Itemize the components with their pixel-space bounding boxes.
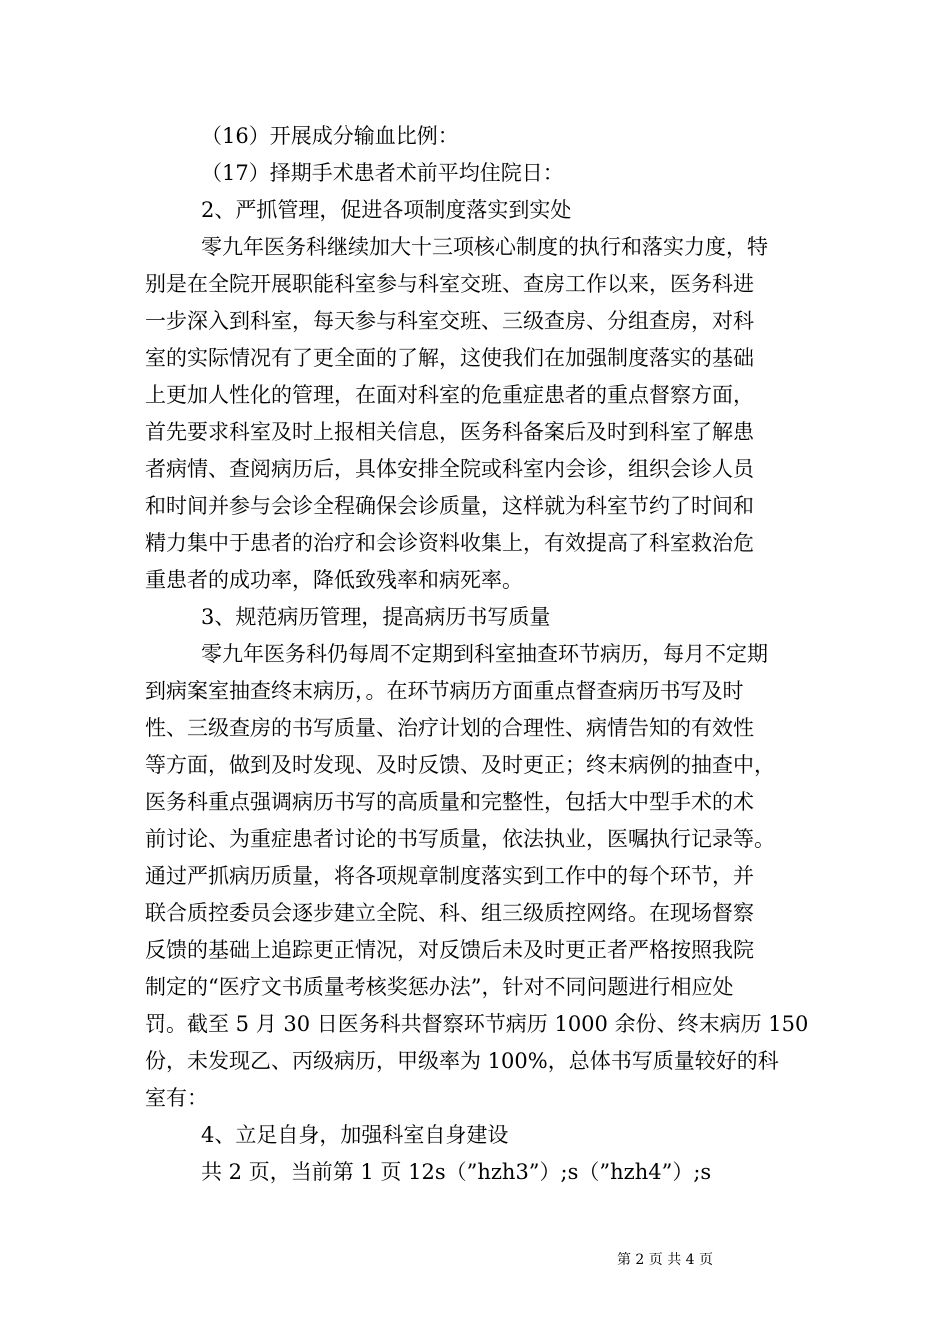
text-line: 和时间并参与会诊全程确保会诊质量，这样就为科室节约了时间和 [145, 494, 754, 518]
text-line: 重患者的成功率，降低致残率和病死率。 [145, 568, 523, 592]
document-body [145, 118, 815, 1191]
text-line: 制定的“医疗文书质量考核奖惩办法”，针对不同问题进行相应处 [145, 975, 734, 999]
text-line: 医务科重点强调病历书写的高质量和完整性，包括大中型手术的术 [145, 790, 754, 814]
text-line: 通过严抓病历质量，将各项规章制度落实到工作中的每个环节，并 [145, 864, 754, 888]
text-line: 2、严抓管理，促进各项制度落实到实处 [201, 198, 572, 222]
text-line: 性、三级查房的书写质量、治疗计划的合理性、病情告知的有效性 [145, 716, 754, 740]
text-line: 零九年医务科继续加大十三项核心制度的执行和落实力度，特 [201, 235, 768, 259]
text-line: 罚。截至 5 月 30 日医务科共督察环节病历 1000 余份、终末病历 150 [145, 1012, 809, 1036]
text-line: 精力集中于患者的治疗和会诊资料收集上，有效提高了科室救治危 [145, 531, 754, 555]
text-line: （17）择期手术患者术前平均住院日： [201, 161, 564, 185]
text-line: 共 2 页，当前第 1 页 12s（”hzh3”）;s（”hzh4”）;s [201, 1160, 712, 1184]
text-line: 室有： [145, 1086, 208, 1110]
text-line: 份，未发现乙、丙级病历，甲级率为 100%，总体书写质量较好的科 [145, 1049, 779, 1073]
text-line: 4、立足自身，加强科室自身建设 [201, 1123, 509, 1147]
text-line: 者病情、查阅病历后，具体安排全院或科室内会诊，组织会诊人员 [145, 457, 754, 481]
text-line: 室的实际情况有了更全面的了解，这使我们在加强制度落实的基础 [145, 346, 754, 370]
text-line: 一步深入到科室，每天参与科室交班、三级查房、分组查房，对科 [145, 309, 754, 333]
text-line: 别是在全院开展职能科室参与科室交班、查房工作以来，医务科进 [145, 272, 754, 296]
page-number-footer: 第 2 页 共 4 页 [616, 1252, 714, 1268]
text-line: 前讨论、为重症患者讨论的书写质量，依法执业，医嘱执行记录等。 [145, 827, 775, 851]
text-line: 3、规范病历管理，提高病历书写质量 [201, 605, 551, 629]
text-line: 首先要求科室及时上报相关信息，医务科备案后及时到科室了解患 [145, 420, 754, 444]
text-line: （16）开展成分输血比例： [201, 124, 459, 148]
text-line: 上更加人性化的管理，在面对科室的危重症患者的重点督察方面， [145, 383, 754, 407]
text-line: 联合质控委员会逐步建立全院、科、组三级质控网络。在现场督察 [145, 901, 754, 925]
text-line: 零九年医务科仍每周不定期到科室抽查环节病历，每月不定期 [201, 642, 768, 666]
text-line: 到病案室抽查终末病历，。在环节病历方面重点督查病历书写及时 [145, 679, 744, 703]
text-line: 反馈的基础上追踪更正情况，对反馈后未及时更正者严格按照我院 [145, 938, 754, 962]
text-line: 等方面，做到及时发现、及时反馈、及时更正；终末病例的抽查中， [145, 753, 775, 777]
